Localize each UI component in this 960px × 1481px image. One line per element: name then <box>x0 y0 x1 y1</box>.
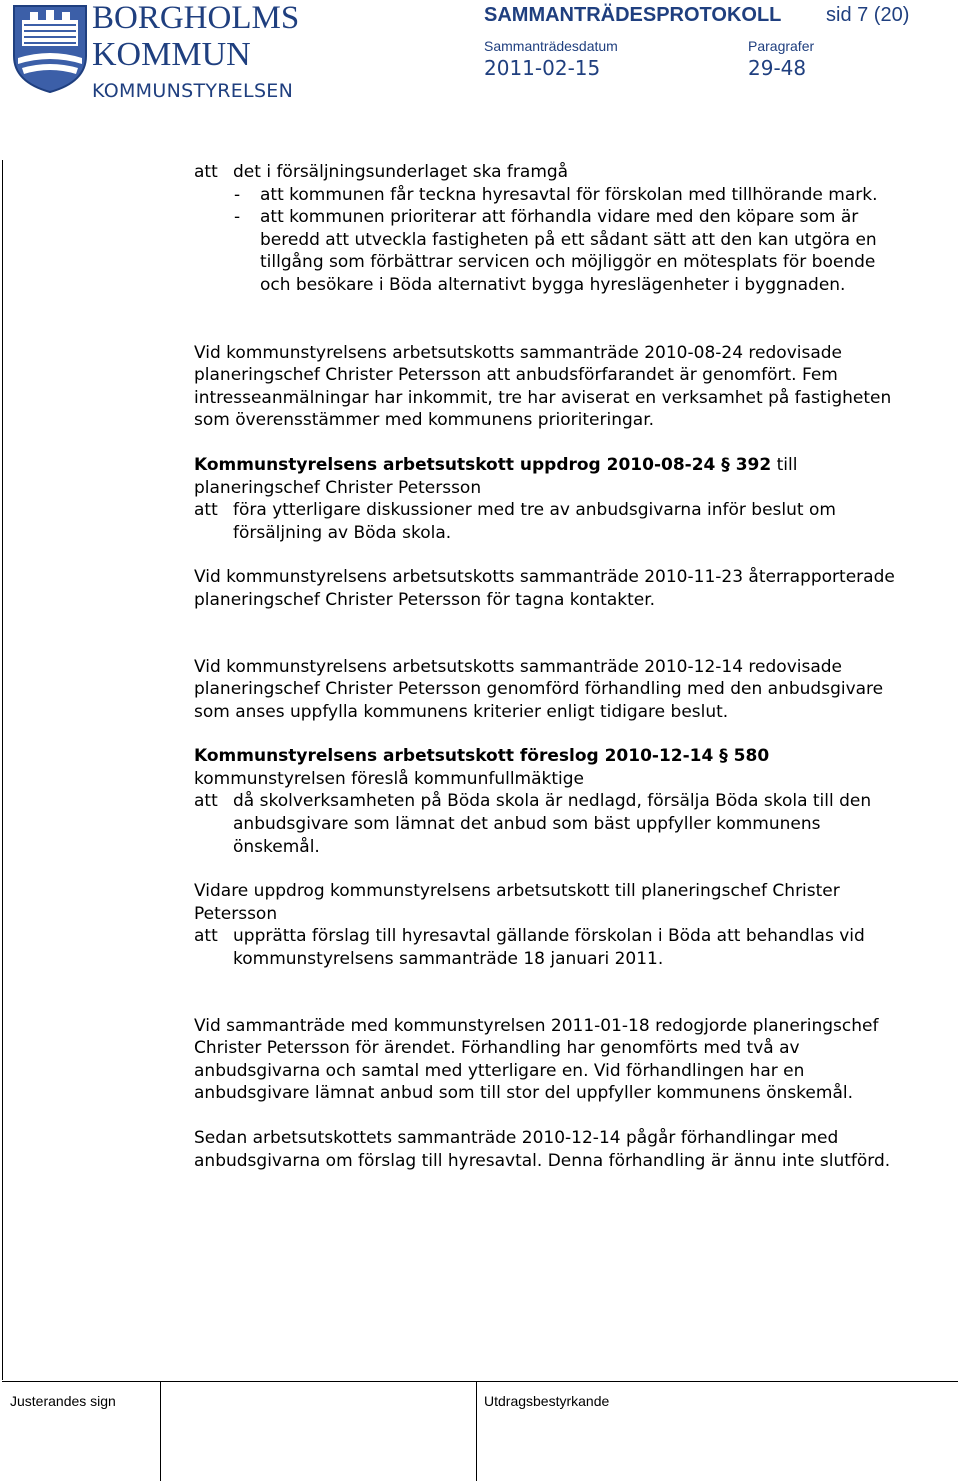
dash-text: att kommunen får teckna hyresavtal för förskolan med tillhörande mark. <box>260 184 878 205</box>
footer-divider <box>476 1381 477 1481</box>
extract-certification-label: Utdragsbestyrkande <box>484 1393 610 1409</box>
paragraph: Sedan arbetsutskottets sammanträde 2010-12-14 pågår förhandlingar med anbudsgivarna om förslag till hyresavtal. Denna förhandling är ännu inte slutförd. <box>194 1128 891 1171</box>
paragraphs-label: Paragrafer <box>748 38 815 54</box>
att-key: att <box>194 162 218 182</box>
paragraph-text: kommunstyrelsen föreslå kommunfullmäktige <box>194 768 585 789</box>
dash-key: - <box>234 184 241 205</box>
paragraph-text: till planeringschef Christer Petersson <box>194 454 798 498</box>
att-text: föra ytterligare diskussioner med tre av anbudsgivarna inför beslut om försäljning av Böda skola. <box>233 500 836 543</box>
municipal-crest-logo-icon <box>10 2 90 94</box>
signature-label: Justerandes sign <box>10 1393 116 1409</box>
att-clause <box>194 790 904 858</box>
page-number: sid 7 (20) <box>826 4 910 26</box>
att-clause <box>194 925 904 970</box>
paragraph: Vid sammanträde med kommunstyrelsen 2011-01-18 redogjorde planeringschef Christer Petersson för ärendet. Förhandling har genomförts med två av anbudsgivarna och samtal med ytterligare en. Vid förhandlingen har en anbudsgivare lämnat anbud som till stor del uppfyller kommunens önskemål. <box>194 1015 879 1104</box>
dash-item <box>194 184 904 207</box>
dash-key: - <box>234 207 241 228</box>
dash-item <box>194 206 904 296</box>
att-text: då skolverksamheten på Böda skola är nedlagd, försälja Böda skola till den anbudsgivare som lämnat det anbud som bäst uppfyller kommunens önskemål. <box>233 791 872 857</box>
decision-heading: Kommunstyrelsens arbetsutskott uppdrog 2010-08-24 § 392 <box>194 454 772 475</box>
meeting-date-value: 2011-02-15 <box>484 56 601 80</box>
att-key: att <box>194 791 218 812</box>
paragraph <box>194 454 904 499</box>
paragraph <box>194 745 904 790</box>
paragraph: Vid kommunstyrelsens arbetsutskotts sammanträde 2010-08-24 redovisade planeringschef Christer Petersson att anbudsförfarandet är genomfört. Fem intresseanmälningar har inkommit, tre har aviserat en verksamhet på fastigheten som överensstämmer med kommunens prioriteringar. <box>194 342 892 431</box>
att-text: upprätta förslag till hyresavtal gällande förskolan i Böda att behandlas vid kommunstyrelsens sammanträde 18 januari 2011. <box>233 926 865 970</box>
att-clause <box>194 499 904 544</box>
att-key: att <box>194 926 218 947</box>
paragraphs-value: 29-48 <box>748 56 807 80</box>
brand-name-line1: BORGHOLMS <box>92 0 300 36</box>
decision-heading: Kommunstyrelsens arbetsutskott föreslog 2010-12-14 § 580 <box>194 746 770 767</box>
dash-text: att kommunen prioriterar att förhandla vidare med den köpare som är beredd att utveckla fastigheten på ett sådant sätt att den kan utgöra en tillgång som förbättrar servicen och möjliggör en mötesplats för boende och besökare i Böda alternativt bygga hyreslägenheter i byggnaden. <box>260 207 877 295</box>
meeting-date-label: Sammanträdesdatum <box>484 38 618 54</box>
document-title: SAMMANTRÄDESPROTOKOLL <box>484 4 782 26</box>
paragraph: Vid kommunstyrelsens arbetsutskotts sammanträde 2010-12-14 redovisade planeringschef Christer Petersson genomförd förhandling med den anbudsgivare som anses uppfylla kommunens kriterier enligt tidigare beslut. <box>194 656 884 722</box>
left-margin-rule <box>2 160 3 1380</box>
paragraph: Vid kommunstyrelsens arbetsutskotts sammanträde 2010-11-23 återrapporterade planeringschef Christer Petersson för tagna kontakter. <box>194 567 895 610</box>
att-key: att <box>194 500 218 521</box>
att-clause <box>194 161 904 184</box>
brand-name-line2: KOMMUN <box>92 36 251 73</box>
att-text: det i försäljningsunderlaget ska framgå <box>233 162 569 182</box>
document-body <box>194 161 904 1172</box>
footer-rule <box>2 1381 958 1382</box>
department-name: KOMMUNSTYRELSEN <box>92 80 294 102</box>
footer-divider <box>160 1381 161 1481</box>
paragraph: Vidare uppdrog kommunstyrelsens arbetsutskott till planeringschef Christer Petersson <box>194 881 840 924</box>
